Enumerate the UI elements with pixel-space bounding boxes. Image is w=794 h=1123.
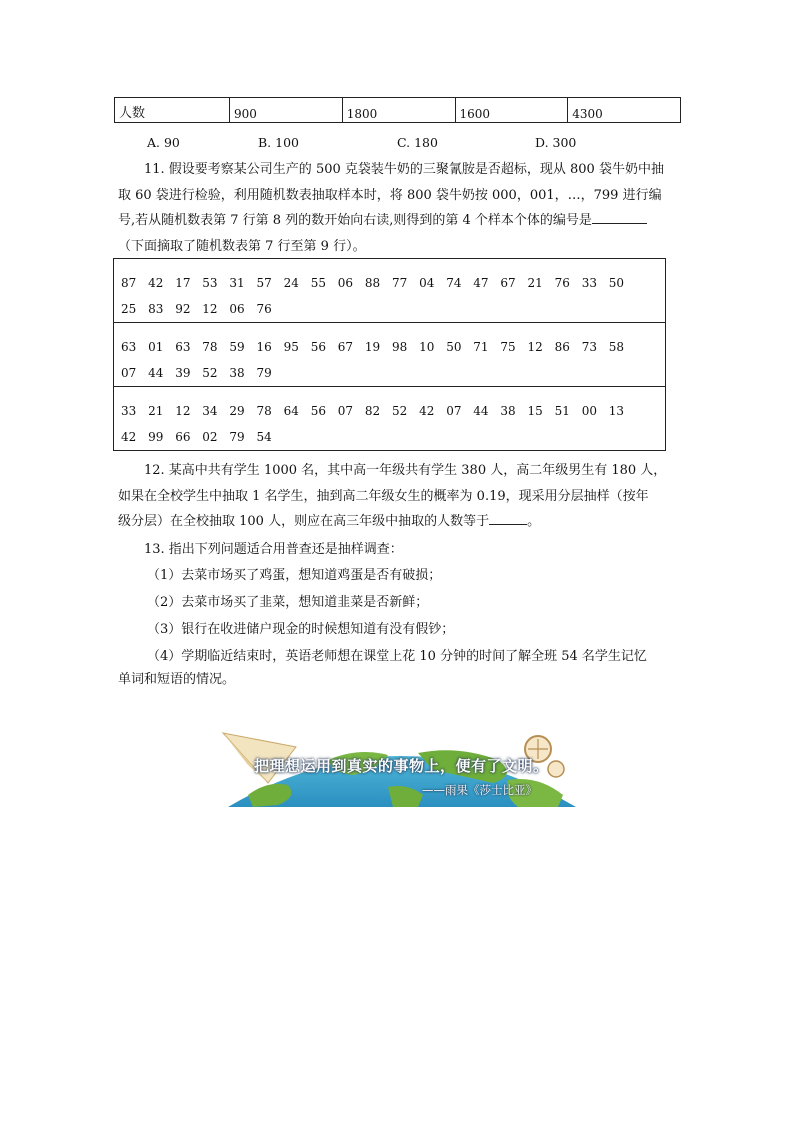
random-number: 87 <box>121 276 137 290</box>
random-number: 25 <box>121 302 137 316</box>
random-number: 33 <box>121 404 137 418</box>
quote-text: 把理想运用到真实的事物上，便有了文明。 <box>254 757 549 775</box>
random-number: 63 <box>175 340 191 354</box>
random-number: 34 <box>202 404 218 418</box>
random-number: 64 <box>283 404 299 418</box>
random-number: 67 <box>500 276 516 290</box>
random-number: 47 <box>473 276 489 290</box>
random-table-row-block <box>114 259 665 323</box>
random-number: 24 <box>283 276 299 290</box>
option-b: B. 100 <box>258 135 299 150</box>
question-text: 。 <box>527 514 541 529</box>
question-12 <box>118 458 678 535</box>
random-number: 38 <box>500 404 516 418</box>
question-line <box>118 509 678 535</box>
random-number: 17 <box>175 276 191 290</box>
random-number: 44 <box>148 366 164 380</box>
random-number: 73 <box>581 340 597 354</box>
option-a: A. 90 <box>147 135 180 150</box>
question-line: （下面摘取了随机数表第 7 行至第 9 行）。 <box>118 238 366 254</box>
sub-item-1: （1）去菜市场买了鸡蛋，想知道鸡蛋是否有破损； <box>147 568 442 583</box>
question-11 <box>118 157 678 259</box>
random-number: 51 <box>554 404 570 418</box>
random-number: 42 <box>419 404 435 418</box>
option-c: C. 180 <box>397 135 438 150</box>
population-table <box>114 97 681 123</box>
random-number: 42 <box>148 276 164 290</box>
random-number: 76 <box>554 276 570 290</box>
random-number: 38 <box>229 366 245 380</box>
random-number: 83 <box>148 302 164 316</box>
random-number: 54 <box>256 430 272 444</box>
random-number: 52 <box>392 404 408 418</box>
random-number: 12 <box>175 404 191 418</box>
table-cell: 1800 <box>342 98 455 123</box>
random-number: 74 <box>446 276 462 290</box>
random-number: 00 <box>581 404 597 418</box>
random-number: 16 <box>256 340 272 354</box>
random-table-row-block <box>114 387 665 450</box>
question-text: 级分层）在全校抽取 100 人，则应在高三年级中抽取的人数等于 <box>118 514 490 529</box>
random-number: 55 <box>310 276 326 290</box>
question-line: 11. 假设要考察某公司生产的 500 克袋装牛奶的三聚氰胺是否超标，现从 800 袋牛奶中抽 <box>144 162 664 177</box>
answer-blank[interactable] <box>592 209 647 224</box>
random-number: 66 <box>175 430 191 444</box>
random-number-table <box>113 258 666 451</box>
random-number: 01 <box>148 340 164 354</box>
random-number: 07 <box>121 366 137 380</box>
random-number: 21 <box>148 404 164 418</box>
random-number: 12 <box>527 340 543 354</box>
question-line: 取 60 袋进行检验，利用随机数表抽取样本时，将 800 袋牛奶按 000，001，…，799 进行编 <box>118 187 662 203</box>
random-number: 06 <box>229 302 245 316</box>
random-table-row-block <box>114 323 665 387</box>
random-number: 57 <box>256 276 272 290</box>
question-line: 13. 指出下列问题适合用普查还是抽样调查： <box>144 542 403 557</box>
random-number: 10 <box>419 340 435 354</box>
random-number: 58 <box>608 340 625 354</box>
sub-item-3: （3）银行在收进储户现金的时候想知道有没有假钞； <box>147 622 455 637</box>
random-number: 07 <box>337 404 354 418</box>
random-number: 76 <box>256 302 272 316</box>
random-number: 07 <box>446 404 462 418</box>
random-number: 98 <box>392 340 408 354</box>
random-number: 21 <box>527 276 543 290</box>
answer-blank[interactable] <box>489 510 527 525</box>
random-number: 78 <box>202 340 218 354</box>
random-number: 12 <box>202 302 218 316</box>
question-line <box>118 208 678 234</box>
random-number: 39 <box>175 366 191 380</box>
random-number: 42 <box>121 430 137 444</box>
random-number: 50 <box>446 340 462 354</box>
random-number: 15 <box>527 404 543 418</box>
table-cell: 900 <box>230 98 343 123</box>
random-number: 77 <box>392 276 408 290</box>
option-d: D. 300 <box>535 135 577 150</box>
random-number: 78 <box>256 404 272 418</box>
random-number: 53 <box>202 276 218 290</box>
random-number: 71 <box>473 340 489 354</box>
random-number: 33 <box>581 276 597 290</box>
random-number: 99 <box>148 430 164 444</box>
random-number: 82 <box>364 404 381 418</box>
question-line: 12. 某高中共有学生 1000 名，其中高一年级共有学生 380 人，高二年级男生有 180 人， <box>144 463 667 478</box>
random-number: 52 <box>202 366 218 380</box>
random-number: 95 <box>283 340 299 354</box>
random-number: 86 <box>554 340 570 354</box>
random-number: 31 <box>229 276 245 290</box>
random-number: 63 <box>121 340 137 354</box>
random-number: 44 <box>473 404 489 418</box>
question-line: 如果在全校学生中抽取 1 名学生，抽到高二年级女生的概率为 0.19，现采用分层抽样（按年 <box>118 488 649 504</box>
quote-banner <box>218 725 586 807</box>
random-number: 13 <box>608 404 625 418</box>
random-number: 79 <box>256 366 272 380</box>
question-13 <box>118 537 678 563</box>
random-number: 50 <box>608 276 625 290</box>
random-number: 67 <box>337 340 354 354</box>
table-cell: 1600 <box>455 98 568 123</box>
answer-options <box>0 135 794 153</box>
table-cell: 4300 <box>568 98 681 123</box>
random-number: 59 <box>229 340 245 354</box>
random-number: 92 <box>175 302 191 316</box>
random-number: 56 <box>310 404 326 418</box>
random-number: 88 <box>364 276 381 290</box>
sub-item-4-cont: 单词和短语的情况。 <box>118 672 236 687</box>
random-number: 19 <box>364 340 381 354</box>
random-number: 56 <box>310 340 326 354</box>
random-number: 02 <box>202 430 218 444</box>
sub-item-4: （4）学期临近结束时，英语老师想在课堂上花 10 分钟的时间了解全班 54 名学生记忆 <box>147 649 647 664</box>
table-row <box>115 98 681 123</box>
random-number: 04 <box>419 276 435 290</box>
random-number: 79 <box>229 430 245 444</box>
table-cell: 人数 <box>115 98 230 123</box>
random-number: 75 <box>500 340 516 354</box>
quote-author: ——雨果《莎士比亚》 <box>422 783 537 797</box>
random-number: 06 <box>337 276 354 290</box>
random-number: 29 <box>229 404 245 418</box>
question-text: 号,若从随机数表第 7 行第 8 列的数开始向右读,则得到的第 4 个样本个体的编号是 <box>118 213 592 228</box>
sub-item-2: （2）去菜市场买了韭菜，想知道韭菜是否新鲜； <box>147 595 429 610</box>
